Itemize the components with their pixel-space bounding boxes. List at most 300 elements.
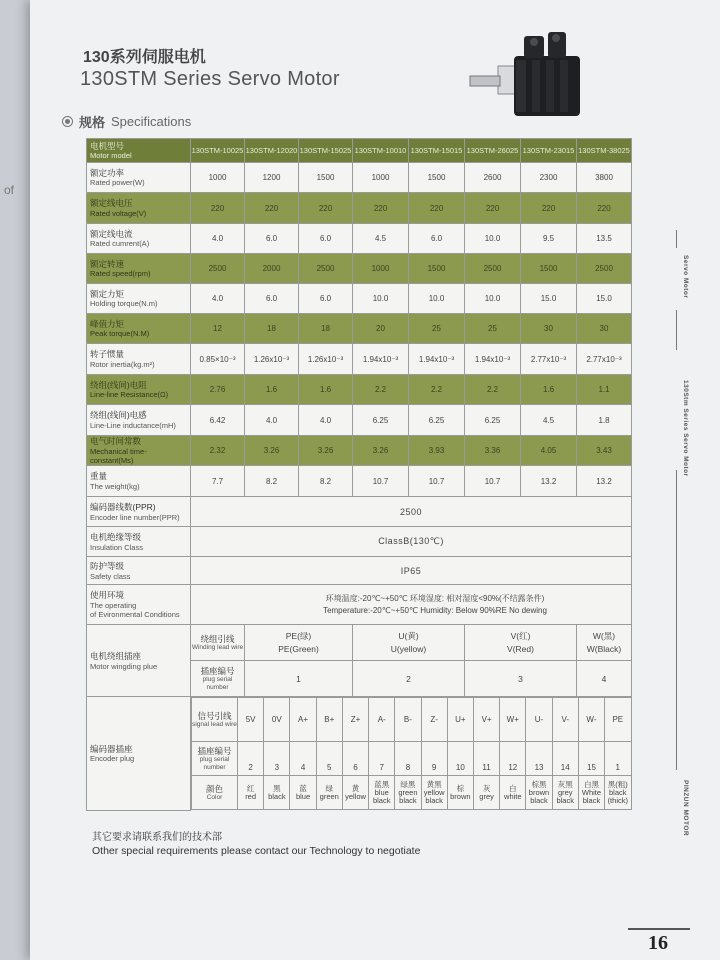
spec-heading-cn: 规格 bbox=[79, 115, 106, 130]
table-cell: 13.2 bbox=[577, 466, 632, 497]
wire-color-cell bbox=[447, 776, 473, 810]
wire-color-cell bbox=[369, 776, 395, 810]
wire-cn: W(黑) bbox=[592, 631, 616, 642]
table-cell: 6.25 bbox=[409, 405, 465, 436]
label-en: Mechanical time-constant(Ms) bbox=[90, 446, 147, 465]
table-cell: 1.94x10⁻³ bbox=[465, 344, 521, 375]
table-cell: 30 bbox=[577, 314, 632, 344]
label-cn: 额定线电流 bbox=[90, 228, 133, 239]
signal-cell: B- bbox=[395, 698, 421, 742]
color-en: White black bbox=[581, 787, 602, 805]
wire-color-cell bbox=[421, 776, 447, 810]
table-cell: 18 bbox=[299, 314, 353, 344]
label-cn: 重量 bbox=[90, 471, 108, 482]
table-cell: 1500 bbox=[409, 163, 465, 193]
table-cell: 4.5 bbox=[521, 405, 577, 436]
note-cn: 其它要求请联系我们的技术部 bbox=[92, 832, 222, 843]
sub-label bbox=[192, 742, 238, 776]
signal-cell: V+ bbox=[473, 698, 499, 742]
label-en: Rated voltage(V) bbox=[90, 208, 147, 218]
table-cell: 4.0 bbox=[191, 284, 245, 314]
table-row bbox=[87, 344, 632, 375]
row-label bbox=[87, 497, 191, 527]
table-cell: 2.2 bbox=[409, 375, 465, 405]
table-row bbox=[87, 193, 632, 224]
color-en: blue black bbox=[372, 787, 391, 805]
color-cn: 灰 bbox=[482, 783, 491, 793]
table-cell: 2500 bbox=[191, 254, 245, 284]
pin-number-cell: 15 bbox=[578, 742, 604, 776]
label-cn: 电气时间常数 bbox=[90, 436, 142, 446]
model-header-cell: 130STM-10010 bbox=[353, 139, 409, 163]
wire-color-cell bbox=[395, 776, 421, 810]
merged-value: 2500 bbox=[191, 497, 632, 527]
wire-color-cell bbox=[552, 776, 578, 810]
pin-number-cell: 13 bbox=[526, 742, 552, 776]
pin-number-cell: 2 bbox=[238, 742, 264, 776]
color-en: blue bbox=[295, 791, 311, 801]
wire-color-cell bbox=[264, 776, 290, 810]
signal-cell: U- bbox=[526, 698, 552, 742]
row-label bbox=[87, 375, 191, 405]
environment-line-cn: 环境温度:-20℃~+50℃ 环境湿度: 相对湿度<90%(不结露条件) bbox=[325, 593, 545, 603]
signal-cell: V- bbox=[552, 698, 578, 742]
row-label bbox=[87, 585, 191, 625]
table-row bbox=[87, 466, 632, 497]
table-cell: 2300 bbox=[521, 163, 577, 193]
color-cn: 绿 bbox=[325, 783, 334, 793]
color-en: yellow bbox=[345, 791, 366, 801]
pin-number-cell: 8 bbox=[395, 742, 421, 776]
label-cn: 绕组(线间)电阻 bbox=[90, 379, 147, 390]
signal-row bbox=[192, 698, 632, 742]
encoder-line-row bbox=[87, 497, 632, 527]
specifications-table bbox=[86, 138, 632, 811]
row-label bbox=[87, 466, 191, 497]
label-cn: 额定线电压 bbox=[90, 198, 133, 208]
label-en: Line-Line inductance(mH) bbox=[90, 420, 176, 430]
table-cell: 1.26x10⁻³ bbox=[299, 344, 353, 375]
table-cell: 6.0 bbox=[299, 224, 353, 254]
table-cell: 1000 bbox=[353, 254, 409, 284]
table-cell: 1.94x10⁻³ bbox=[353, 344, 409, 375]
label-cn: 电机绕组插座 bbox=[90, 650, 142, 661]
page-number-rule bbox=[628, 928, 690, 930]
color-cn: 绿黑 bbox=[400, 779, 416, 789]
wire-cn: PE(绿) bbox=[285, 631, 312, 642]
table-cell: 10.7 bbox=[409, 466, 465, 497]
color-cn: 白黑 bbox=[583, 779, 599, 789]
plug-serial-label bbox=[191, 661, 245, 697]
table-cell: 2.2 bbox=[465, 375, 521, 405]
wire-cn: U(黄) bbox=[398, 631, 419, 642]
side-label-servo-motor: Servo Motor bbox=[682, 255, 689, 299]
label-cn: 编码器线数(PPR) bbox=[90, 501, 156, 512]
table-cell: 2000 bbox=[245, 254, 299, 284]
specifications-heading bbox=[62, 112, 191, 131]
table-cell: 8.2 bbox=[299, 466, 353, 497]
page-title-cn: 130系列伺服电机 bbox=[83, 49, 206, 66]
signal-cell: A+ bbox=[290, 698, 316, 742]
table-cell: 7.7 bbox=[191, 466, 245, 497]
sub-label bbox=[192, 698, 238, 742]
motor-plug-row bbox=[87, 625, 632, 661]
row-label bbox=[87, 254, 191, 284]
table-cell: 30 bbox=[521, 314, 577, 344]
color-en: black bbox=[268, 791, 286, 801]
label-en: Winding lead wire bbox=[191, 644, 244, 652]
row-label bbox=[87, 224, 191, 254]
label-en: Encoder plug bbox=[90, 754, 135, 764]
table-cell: 13.2 bbox=[521, 466, 577, 497]
label-en: Motor wingding plue bbox=[90, 661, 158, 671]
table-cell: 1.8 bbox=[577, 405, 632, 436]
table-cell: 6.0 bbox=[245, 284, 299, 314]
color-en: white bbox=[504, 791, 522, 801]
winding-wire-cell bbox=[353, 625, 465, 661]
table-cell: 1500 bbox=[409, 254, 465, 284]
spec-heading-en: Specifications bbox=[111, 114, 192, 129]
table-cell: 1000 bbox=[191, 163, 245, 193]
encoder-plug-grid-holder bbox=[191, 697, 632, 811]
label-cn: 插座编号 bbox=[200, 665, 235, 676]
insulation-row bbox=[87, 527, 632, 557]
table-cell: 4.0 bbox=[299, 405, 353, 436]
label-en: Rated power(W) bbox=[90, 178, 145, 188]
table-cell: 220 bbox=[521, 193, 577, 224]
table-cell: 1.6 bbox=[299, 375, 353, 405]
table-cell: 1.6 bbox=[521, 375, 577, 405]
row-label bbox=[87, 436, 191, 466]
label-cn: 电机型号 bbox=[90, 140, 125, 151]
label-en: Line-line Resistance(Ω) bbox=[90, 390, 169, 400]
table-cell: 12 bbox=[191, 314, 245, 344]
previous-page-text-fragment: of bbox=[4, 183, 15, 197]
winding-wire-cell bbox=[577, 625, 632, 661]
table-cell: 2500 bbox=[299, 254, 353, 284]
pin-number-cell: 1 bbox=[605, 742, 631, 776]
page-number: 16 bbox=[648, 932, 668, 954]
side-divider-1 bbox=[676, 230, 677, 248]
pin-number-cell: 3 bbox=[264, 742, 290, 776]
table-cell: 6.42 bbox=[191, 405, 245, 436]
signal-cell: W+ bbox=[500, 698, 526, 742]
model-header-cell: 130STM-12020 bbox=[245, 139, 299, 163]
side-label-brand: PINZUN MOTOR bbox=[682, 780, 689, 837]
pin-number-cell: 7 bbox=[369, 742, 395, 776]
environment-line-en: Temperature:-20℃~+50℃ Humidity: Below 90%RE No dewing bbox=[323, 605, 547, 615]
table-cell: 1500 bbox=[299, 163, 353, 193]
row-label bbox=[87, 557, 191, 585]
table-cell: 220 bbox=[409, 193, 465, 224]
model-header-cell: 130STM-15025 bbox=[299, 139, 353, 163]
pin-number-cell: 11 bbox=[473, 742, 499, 776]
encoder-plug-grid bbox=[191, 697, 632, 810]
merged-value: ClassB(130℃) bbox=[191, 527, 632, 557]
table-cell: 1.26x10⁻³ bbox=[245, 344, 299, 375]
label-en: Insulation Class bbox=[90, 542, 143, 552]
environment-value bbox=[191, 585, 632, 625]
wire-en: V(Red) bbox=[507, 643, 534, 654]
signal-cell: 5V bbox=[238, 698, 264, 742]
label-en: Safety class bbox=[90, 571, 131, 581]
table-cell: 3.26 bbox=[353, 436, 409, 466]
label-cn: 额定功率 bbox=[90, 167, 125, 178]
side-divider-2 bbox=[676, 310, 677, 350]
label-en: Color bbox=[206, 794, 223, 802]
pin-number-cell: 12 bbox=[500, 742, 526, 776]
label-en: plug serial number bbox=[202, 676, 233, 691]
label-en: Peak torque(N.M) bbox=[90, 329, 150, 339]
pin-number-cell: 14 bbox=[552, 742, 578, 776]
table-cell: 18 bbox=[245, 314, 299, 344]
label-en: The operating bbox=[90, 600, 137, 610]
label-cn: 峰值力矩 bbox=[90, 318, 125, 329]
table-cell: 3800 bbox=[577, 163, 632, 193]
label-en: Rated cumrent(A) bbox=[90, 239, 150, 249]
color-cn: 黑 bbox=[273, 783, 281, 793]
bullet-icon bbox=[62, 116, 73, 127]
table-cell: 9.5 bbox=[521, 224, 577, 254]
table-cell: 4.05 bbox=[521, 436, 577, 466]
color-en: green black bbox=[398, 787, 418, 805]
signal-cell: Z- bbox=[421, 698, 447, 742]
table-cell: 3.26 bbox=[299, 436, 353, 466]
table-cell: 3.93 bbox=[409, 436, 465, 466]
row-label bbox=[87, 527, 191, 557]
table-row bbox=[87, 436, 632, 466]
color-cn: 蓝黑 bbox=[374, 779, 390, 789]
table-cell: 4.5 bbox=[353, 224, 409, 254]
wire-cn: V(红) bbox=[510, 631, 531, 642]
environment-row bbox=[87, 585, 632, 625]
table-cell: 15.0 bbox=[577, 284, 632, 314]
row-label bbox=[87, 284, 191, 314]
table-cell: 25 bbox=[409, 314, 465, 344]
table-cell: 6.0 bbox=[245, 224, 299, 254]
signal-cell: B+ bbox=[316, 698, 342, 742]
wire-color-cell bbox=[526, 776, 552, 810]
label-en: plug serial number bbox=[199, 756, 230, 771]
servo-motor-image bbox=[466, 26, 596, 126]
wire-color-cell bbox=[473, 776, 499, 810]
wire-color-cell bbox=[238, 776, 264, 810]
color-en: brown black bbox=[528, 787, 550, 805]
color-en: black (thick) bbox=[607, 787, 628, 805]
table-cell: 3.26 bbox=[245, 436, 299, 466]
wire-en: PE(Green) bbox=[278, 643, 319, 654]
signal-cell: PE bbox=[605, 698, 631, 742]
model-header-cell: 130STM-15015 bbox=[409, 139, 465, 163]
table-cell: 10.0 bbox=[465, 284, 521, 314]
label-en: Encoder line number(PPR) bbox=[90, 512, 180, 522]
color-cn: 黄 bbox=[351, 783, 360, 793]
color-cn: 白 bbox=[509, 783, 517, 793]
model-header-cell: 130STM-26025 bbox=[465, 139, 521, 163]
table-row bbox=[87, 163, 632, 193]
signal-cell: Z+ bbox=[342, 698, 368, 742]
row-label bbox=[87, 697, 191, 811]
table-cell: 1.6 bbox=[245, 375, 299, 405]
pin-number-row bbox=[192, 742, 632, 776]
table-cell: 1.94x10⁻³ bbox=[409, 344, 465, 375]
label-en: The weight(kg) bbox=[90, 482, 140, 491]
label-cn: 使用环境 bbox=[90, 590, 125, 601]
label-cn: 电机绝缘等级 bbox=[90, 531, 142, 542]
table-row bbox=[87, 314, 632, 344]
wire-color-cell bbox=[605, 776, 631, 810]
table-cell: 2500 bbox=[577, 254, 632, 284]
row-label bbox=[87, 314, 191, 344]
table-cell: 8.2 bbox=[245, 466, 299, 497]
color-en: brown bbox=[450, 791, 471, 801]
table-cell: 6.25 bbox=[465, 405, 521, 436]
wire-color-cell bbox=[316, 776, 342, 810]
table-cell: 1.1 bbox=[577, 375, 632, 405]
label-cn: 信号引线 bbox=[197, 710, 232, 721]
row-label bbox=[87, 193, 191, 224]
winding-wire-cell bbox=[465, 625, 577, 661]
table-cell: 4.0 bbox=[191, 224, 245, 254]
note-en: Other special requirements please contact our Technology to negotiate bbox=[92, 845, 421, 857]
page-title-en: 130STM Series Servo Motor bbox=[80, 68, 340, 90]
table-cell: 3.36 bbox=[465, 436, 521, 466]
table-cell: 2600 bbox=[465, 163, 521, 193]
table-row bbox=[87, 405, 632, 436]
pin-number-cell: 10 bbox=[447, 742, 473, 776]
table-cell: 15.0 bbox=[521, 284, 577, 314]
table-cell: 2.32 bbox=[191, 436, 245, 466]
table-cell: 6.0 bbox=[409, 224, 465, 254]
header-label bbox=[87, 139, 191, 163]
color-en: green bbox=[319, 791, 339, 801]
label-cn: 绕组引线 bbox=[200, 633, 235, 644]
label-cn: 防护等级 bbox=[90, 560, 125, 571]
color-en: grey bbox=[479, 791, 494, 801]
color-en: grey black bbox=[556, 787, 574, 805]
label-en: of Evironmental Conditions bbox=[90, 610, 180, 620]
merged-value: IP65 bbox=[191, 557, 632, 585]
label-en: Rated speed(rpm) bbox=[90, 269, 151, 279]
table-cell: 4.0 bbox=[245, 405, 299, 436]
color-cn: 黄黑 bbox=[426, 779, 442, 789]
table-cell: 2.2 bbox=[353, 375, 409, 405]
signal-cell: W- bbox=[578, 698, 604, 742]
table-cell: 10.0 bbox=[409, 284, 465, 314]
plug-number-cell: 3 bbox=[465, 661, 577, 697]
table-cell: 2500 bbox=[465, 254, 521, 284]
model-header-cell: 130STM-23015 bbox=[521, 139, 577, 163]
row-label bbox=[87, 163, 191, 193]
table-row bbox=[87, 254, 632, 284]
wire-en: W(Black) bbox=[586, 643, 622, 654]
table-cell: 220 bbox=[577, 193, 632, 224]
safety-class-row bbox=[87, 557, 632, 585]
table-cell: 220 bbox=[245, 193, 299, 224]
label-cn: 转子惯量 bbox=[90, 349, 125, 359]
label-cn: 编码器插座 bbox=[90, 743, 133, 754]
label-en: Motor model bbox=[90, 151, 132, 161]
table-cell: 10.0 bbox=[353, 284, 409, 314]
plug-number-cell: 4 bbox=[577, 661, 632, 697]
color-cn: 棕 bbox=[456, 783, 465, 793]
model-header-cell: 130STM-38025 bbox=[577, 139, 632, 163]
color-cn: 红 bbox=[246, 783, 255, 793]
table-cell: 3.43 bbox=[577, 436, 632, 466]
label-en: Holding torque(N.m) bbox=[90, 299, 158, 309]
plug-number-cell: 1 bbox=[245, 661, 353, 697]
table-cell: 10.7 bbox=[465, 466, 521, 497]
color-row bbox=[192, 776, 632, 810]
table-cell: 6.0 bbox=[299, 284, 353, 314]
table-row bbox=[87, 224, 632, 254]
wire-color-cell bbox=[500, 776, 526, 810]
color-cn: 灰黑 bbox=[557, 779, 573, 789]
table-cell: 220 bbox=[465, 193, 521, 224]
table-cell: 1000 bbox=[353, 163, 409, 193]
color-cn: 棕黑 bbox=[531, 779, 547, 789]
previous-page-edge bbox=[0, 0, 30, 960]
signal-cell: A- bbox=[369, 698, 395, 742]
table-cell: 2.77x10⁻³ bbox=[577, 344, 632, 375]
row-label bbox=[87, 625, 191, 697]
side-divider-3 bbox=[676, 470, 677, 770]
color-en: red bbox=[245, 791, 257, 801]
table-cell: 220 bbox=[299, 193, 353, 224]
row-label bbox=[87, 344, 191, 375]
wire-color-cell bbox=[342, 776, 368, 810]
table-header-row bbox=[87, 139, 632, 163]
table-cell: 6.25 bbox=[353, 405, 409, 436]
pin-number-cell: 9 bbox=[421, 742, 447, 776]
label-cn: 绕组(线间)电感 bbox=[90, 410, 147, 420]
label-en: signal lead wire bbox=[192, 721, 237, 729]
plug-number-cell: 2 bbox=[353, 661, 465, 697]
signal-cell: U+ bbox=[447, 698, 473, 742]
label-cn: 额定转速 bbox=[90, 258, 125, 269]
pin-number-cell: 5 bbox=[316, 742, 342, 776]
winding-wire-cell bbox=[245, 625, 353, 661]
wire-en: U(yellow) bbox=[390, 643, 427, 654]
table-cell: 20 bbox=[353, 314, 409, 344]
pin-number-cell: 6 bbox=[342, 742, 368, 776]
table-cell: 220 bbox=[353, 193, 409, 224]
color-cn: 黑(粗) bbox=[607, 779, 628, 789]
color-en: yellow black bbox=[423, 787, 445, 805]
label-cn: 插座编号 bbox=[197, 745, 232, 756]
table-cell: 2.76 bbox=[191, 375, 245, 405]
sub-label bbox=[192, 776, 238, 810]
row-label bbox=[87, 405, 191, 436]
table-cell: 1500 bbox=[521, 254, 577, 284]
signal-cell: 0V bbox=[264, 698, 290, 742]
side-label-series: 130Stm Series Servo Motor bbox=[682, 380, 689, 477]
table-cell: 220 bbox=[191, 193, 245, 224]
table-cell: 0.85×10⁻³ bbox=[191, 344, 245, 375]
table-cell: 2.77x10⁻³ bbox=[521, 344, 577, 375]
color-cn: 蓝 bbox=[299, 783, 307, 793]
wire-color-cell bbox=[578, 776, 604, 810]
table-cell: 25 bbox=[465, 314, 521, 344]
winding-wire-label bbox=[191, 625, 245, 661]
table-cell: 10.7 bbox=[353, 466, 409, 497]
label-en: Rotor inertia(kg.m²) bbox=[90, 359, 155, 369]
encoder-plug-row bbox=[87, 697, 632, 811]
table-cell: 13.5 bbox=[577, 224, 632, 254]
model-header-cell: 130STM-10025 bbox=[191, 139, 245, 163]
table-row bbox=[87, 375, 632, 405]
table-cell: 1200 bbox=[245, 163, 299, 193]
